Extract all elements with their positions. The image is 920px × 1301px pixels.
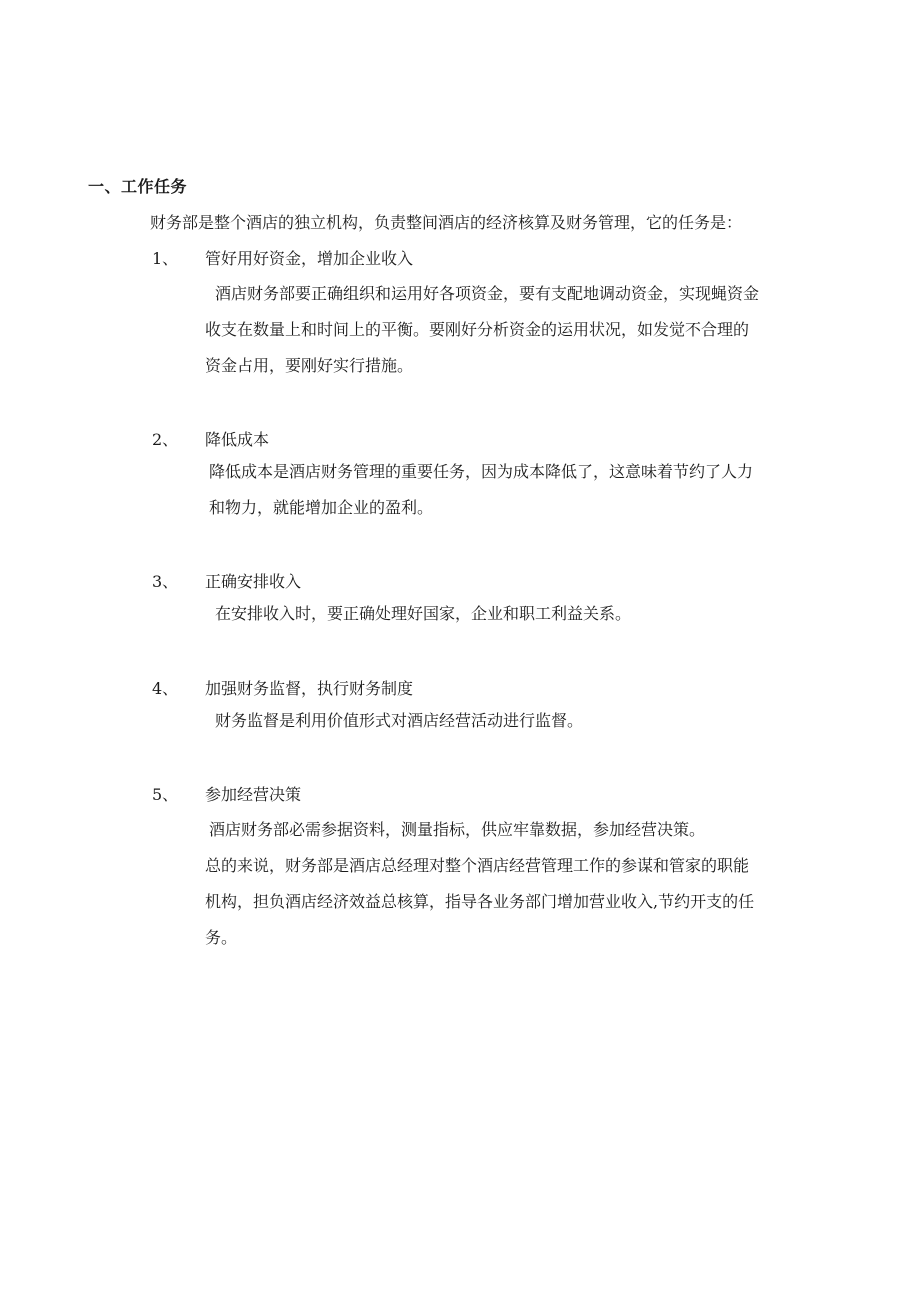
paragraph-line: 资金占用，要刚好实行措施。 — [205, 356, 414, 375]
item-5-number: 5、 — [152, 785, 179, 804]
item-3-paragraph — [215, 596, 793, 632]
paragraph-line: 机构，担负酒店经济效益总核算，指导各业务部门增加营业收入,节约开支的任 — [205, 892, 755, 911]
item-1-paragraph — [205, 276, 793, 384]
item-1-number: 1、 — [152, 249, 179, 268]
item-5-title: 参加经营决策 — [205, 785, 302, 804]
item-3-number: 3、 — [152, 572, 179, 591]
item-5-paragraph — [205, 812, 793, 956]
item-4-title: 加强财务监督，执行财务制度 — [205, 679, 414, 698]
item-2-paragraph — [209, 454, 793, 526]
paragraph-line: 收支在数量上和时间上的平衡。要刚好分析资金的运用状况，如发觉不合理的 — [205, 320, 750, 339]
item-3-title: 正确安排收入 — [205, 572, 302, 591]
paragraph-line: 酒店财务部必需参据资料，测量指标，供应牢靠数据，参加经营决策。 — [209, 820, 706, 839]
item-1-title: 管好用好资金，增加企业收入 — [205, 249, 414, 268]
paragraph-line: 降低成本是酒店财务管理的重要任务，因为成本降低了，这意味着节约了人力 — [209, 462, 754, 481]
paragraph-line: 总的来说，财务部是酒店总经理对整个酒店经营管理工作的参谋和管家的职能 — [205, 856, 750, 875]
item-4-number: 4、 — [152, 679, 179, 698]
section-intro: 财务部是整个酒店的独立机构，负责整间酒店的经济核算及财务管理，它的任务是： — [150, 213, 743, 232]
item-2-number: 2、 — [152, 430, 179, 449]
section-heading: 一、工作任务 — [88, 177, 188, 196]
item-2-title: 降低成本 — [205, 430, 270, 449]
paragraph-line: 和物力，就能增加企业的盈利。 — [209, 498, 434, 517]
paragraph-line: 务。 — [205, 928, 238, 947]
paragraph-line: 财务监督是利用价值形式对酒店经营活动进行监督。 — [215, 711, 584, 730]
item-4-paragraph — [215, 703, 793, 739]
paragraph-line: 酒店财务部要正确组织和运用好各项资金，要有支配地调动资金，实现蝇资金 — [215, 284, 760, 303]
paragraph-line: 在安排收入时，要正确处理好国家，企业和职工利益关系。 — [215, 604, 632, 623]
